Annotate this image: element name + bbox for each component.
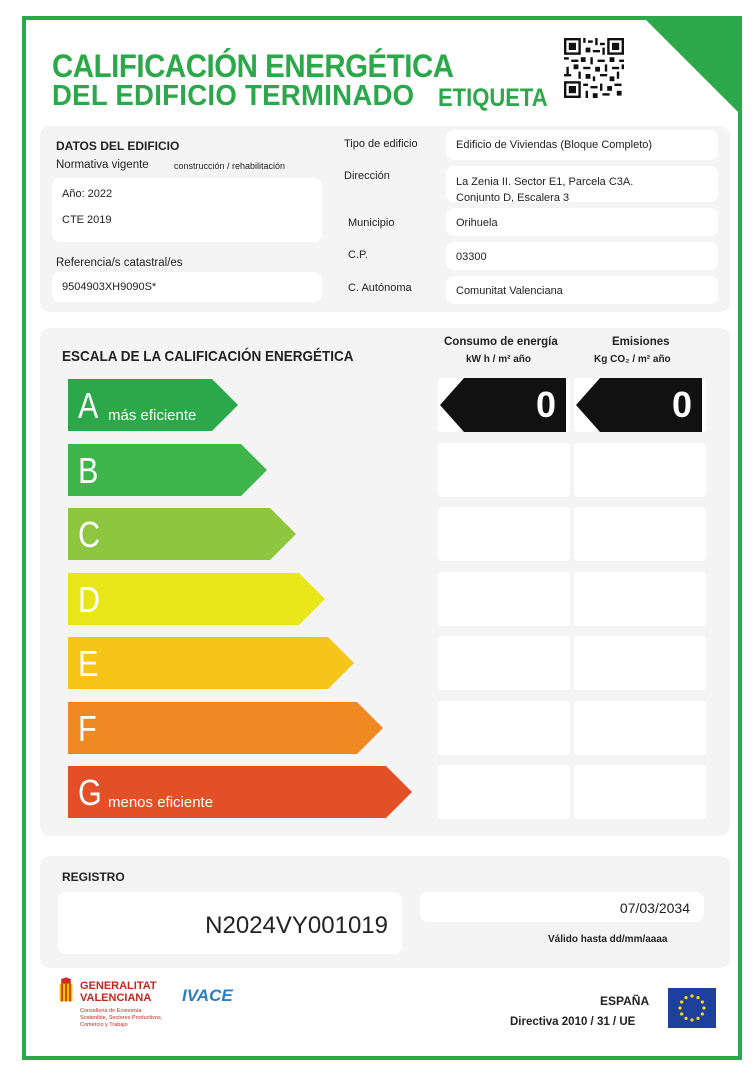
rating-arrow-shape [68, 508, 296, 560]
valid-date: 07/03/2034 [619, 900, 690, 916]
building-section-title: DATOS DEL EDIFICIO [56, 139, 180, 153]
rating-description: menos eficiente [108, 794, 214, 811]
generalitat-sub-1: Conselleria de Economía [80, 1008, 142, 1014]
consumo-unit: kW h / m² año [466, 354, 531, 365]
consumo-cell [438, 572, 570, 626]
registro-number: N2024VY001019 [205, 912, 388, 939]
eu-star-icon [680, 1000, 683, 1003]
rating-arrow-c [68, 508, 296, 560]
rating-letter: C [78, 514, 101, 555]
direccion-box [446, 166, 718, 202]
catastral-label: Referencia/s catastral/es [56, 257, 183, 269]
emisiones-cell [574, 701, 706, 755]
energy-label [22, 16, 742, 1060]
rating-description: más eficiente [108, 407, 197, 424]
autonoma-label: C. Autónoma [348, 282, 412, 294]
emisiones-cell [574, 507, 706, 561]
catastral-value: 9504903XH9090S* [62, 281, 157, 293]
rating-arrow-f [68, 702, 383, 754]
emisiones-cell [574, 572, 706, 626]
rating-arrow-g [68, 766, 412, 818]
rating-letter: B [78, 449, 99, 491]
consumo-cell [438, 701, 570, 755]
building-data-panel [40, 126, 730, 312]
rating-arrow-a [68, 379, 238, 431]
qr-code-icon [564, 38, 624, 98]
consumo-cell [438, 636, 570, 690]
rating-value: 0 [535, 384, 556, 425]
rating-arrow-shape [68, 637, 354, 689]
emisiones-cell [574, 636, 706, 690]
eu-star-icon [701, 1000, 704, 1003]
municipio-value: Orihuela [456, 217, 498, 229]
consumo-label: Consumo de energía [444, 336, 558, 348]
rating-value: 0 [671, 384, 692, 425]
emisiones-cell [574, 765, 706, 819]
emisiones-unit: Kg CO₂ / m² año [594, 354, 671, 365]
emisiones-label: Emisiones [612, 336, 670, 348]
generalitat-sub-2: Sostenible, Sectores Productivos, [80, 1015, 163, 1021]
eu-star-icon [696, 996, 699, 999]
eu-star-icon [696, 1017, 699, 1020]
registro-number-box [58, 892, 402, 954]
municipio-box [446, 208, 718, 236]
footer [26, 970, 738, 1058]
tipo-value: Edificio de Viviendas (Bloque Completo) [456, 139, 653, 151]
ivace-logo: IVACE [182, 986, 233, 1005]
tipo-label: Tipo de edificio [344, 138, 418, 150]
emisiones-value-arrow [576, 378, 702, 432]
year-value: Año: 2022 [62, 188, 113, 200]
consumo-cell [438, 507, 570, 561]
rating-arrow-shape [68, 573, 325, 625]
valid-date-box [420, 892, 704, 922]
rating-letter: F [78, 707, 97, 749]
normativa-label: Normativa vigente [56, 159, 149, 171]
municipio-label: Municipio [348, 217, 395, 229]
registro-panel [40, 856, 730, 968]
title-etiqueta: ETIQUETA [438, 84, 548, 112]
consumo-value-arrow [440, 378, 566, 432]
valid-label: Válido hasta dd/mm/aaaa [548, 934, 668, 945]
normativa-sub: construcción / rehabilitación [174, 161, 286, 171]
eu-star-icon [684, 996, 687, 999]
registro-label: REGISTRO [62, 870, 125, 884]
eu-star-icon [680, 1012, 683, 1015]
cp-value: 03300 [456, 251, 487, 263]
rating-letter: G [78, 772, 102, 813]
eu-star-icon [678, 1006, 681, 1009]
title-line-1: CALIFICACIÓN ENERGÉTICA [52, 48, 454, 84]
scale-title: ESCALA DE LA CALIFICACIÓN ENERGÉTICA [62, 348, 354, 365]
rating-arrow-b [68, 444, 267, 496]
rating-letter: A [78, 385, 99, 426]
cp-label: C.P. [348, 249, 368, 261]
consumo-cell [438, 765, 570, 819]
rating-letter: D [78, 578, 101, 620]
cp-box [446, 242, 718, 270]
corner-triangle [646, 20, 738, 112]
rating-arrow-e [68, 637, 354, 689]
consumo-cell [438, 443, 570, 497]
directive-label: Directiva 2010 / 31 / UE [510, 1016, 636, 1028]
norm-value: CTE 2019 [62, 214, 112, 226]
catastral-box [52, 272, 322, 302]
autonoma-box [446, 276, 718, 304]
eu-star-icon [702, 1006, 705, 1009]
generalitat-sub-3: Comercio y Trabajo [80, 1022, 128, 1028]
direccion-value-2: Conjunto D, Escalera 3 [456, 192, 570, 202]
rating-letter: E [78, 643, 99, 684]
normativa-box [52, 178, 322, 242]
eu-star-icon [690, 994, 693, 997]
direccion-value: La Zenia II. Sector E1, Parcela C3A. [456, 176, 634, 188]
generalitat-crest-icon [58, 976, 74, 1006]
eu-star-icon [690, 1018, 693, 1021]
eu-star-icon [701, 1012, 704, 1015]
country-label: ESPAÑA [600, 994, 650, 1008]
energy-scale-panel [40, 328, 730, 836]
title-line-2: DEL EDIFICIO TERMINADO [52, 80, 415, 112]
eu-star-icon [684, 1017, 687, 1020]
tipo-box [446, 130, 718, 160]
generalitat-line-1: GENERALITAT [80, 980, 157, 992]
rating-arrow-shape [68, 702, 383, 754]
emisiones-cell [574, 443, 706, 497]
direccion-label: Dirección [344, 170, 390, 182]
eu-flag-icon [668, 988, 716, 1028]
generalitat-line-2: VALENCIANA [80, 992, 152, 1004]
autonoma-value: Comunitat Valenciana [456, 285, 563, 297]
rating-arrow-d [68, 573, 325, 625]
